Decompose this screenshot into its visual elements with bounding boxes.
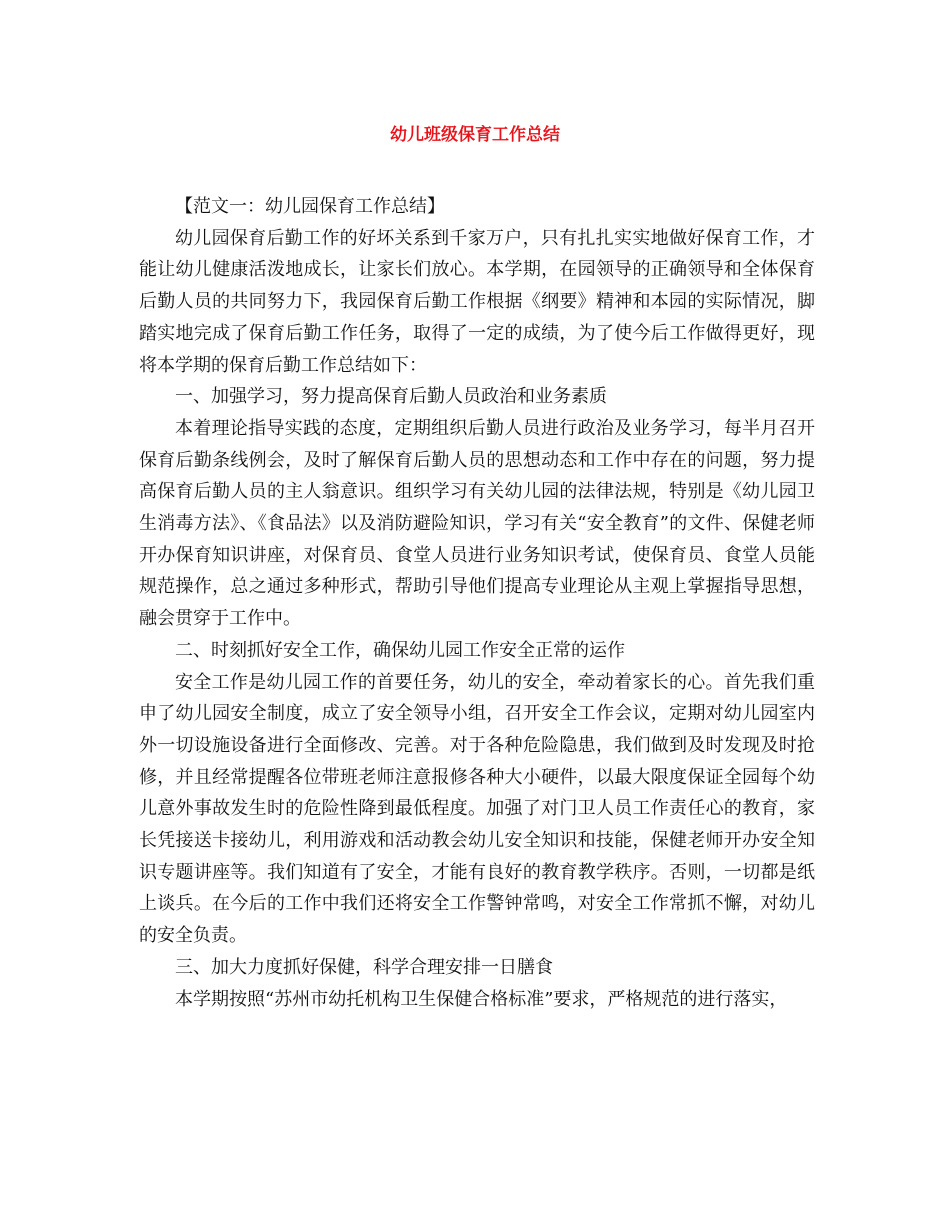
section-heading-2: 二、时刻抓好安全工作，确保幼儿园工作安全正常的运作 [175,639,625,661]
paragraph-section-1: 本着理论指导实践的态度，定期组织后勤人员进行政治及业务学习，每半月召开保育后勤条线例会，及时了解保育后勤人员的思想动态和工作中存在的问题，努力提高保育后勤人员的主人翁意识。组织学习有关幼儿园的法律法规，特别是《幼儿园卫生消毒方法》、《食品法》以及消防避险知识，学习有关“安全教育”的文件、保健老师开办保育知识讲座，对保育员、食堂人员进行业务知识考试，使保育员、食堂人员能规范操作，总之通过多种形式，帮助引导他们提高专业理论从主观上掌握指导思想，融会贯穿于工作中。 [139,417,815,630]
document-body [139,191,815,1015]
section-heading-3: 三、加大力度抓好保健，科学合理安排一日膳食 [175,956,553,978]
paragraph-intro: 幼儿园保育后勤工作的好坏关系到千家万户，只有扎扎实实地做好保育工作，才能让幼儿健康活泼地成长，让家长们放心。本学期，在园领导的正确领导和全体保育后勤人员的共同努力下，我园保育后勤工作根据《纲要》精神和本园的实际情况，脚踏实地完成了保育后勤工作任务，取得了一定的成绩，为了使今后工作做得更好，现将本学期的保育后勤工作总结如下： [139,227,815,376]
document-title: 幼儿班级保育工作总结 [390,125,560,145]
section-heading-1: 一、加强学习，努力提高保育后勤人员政治和业务素质 [175,386,607,408]
paragraph-section-3: 本学期按照“苏州市幼托机构卫生保健合格标准”要求，严格规范的进行落实， [175,988,788,1010]
paragraph-section-2: 安全工作是幼儿园工作的首要任务，幼儿的安全，牵动着家长的心。首先我们重申了幼儿园安全制度，成立了安全领导小组，召开安全工作会议，定期对幼儿园室内外一切设施设备进行全面修改、完善。对于各种危险隐患，我们做到及时发现及时抢修，并且经常提醒各位带班老师注意报修各种大小硬件，以最大限度保证全园每个幼儿意外事故发生时的危险性降到最低程度。加强了对门卫人员工作责任心的教育，家长凭接送卡接幼儿，利用游戏和活动教会幼儿安全知识和技能，保健老师开办安全知识专题讲座等。我们知道有了安全，才能有良好的教育教学秩序。否则，一切都是纸上谈兵。在今后的工作中我们还将安全工作警钟常鸣，对安全工作常抓不懈，对幼儿的安全负责。 [139,671,815,947]
subtitle: 【范文一：幼儿园保育工作总结】 [175,196,445,217]
